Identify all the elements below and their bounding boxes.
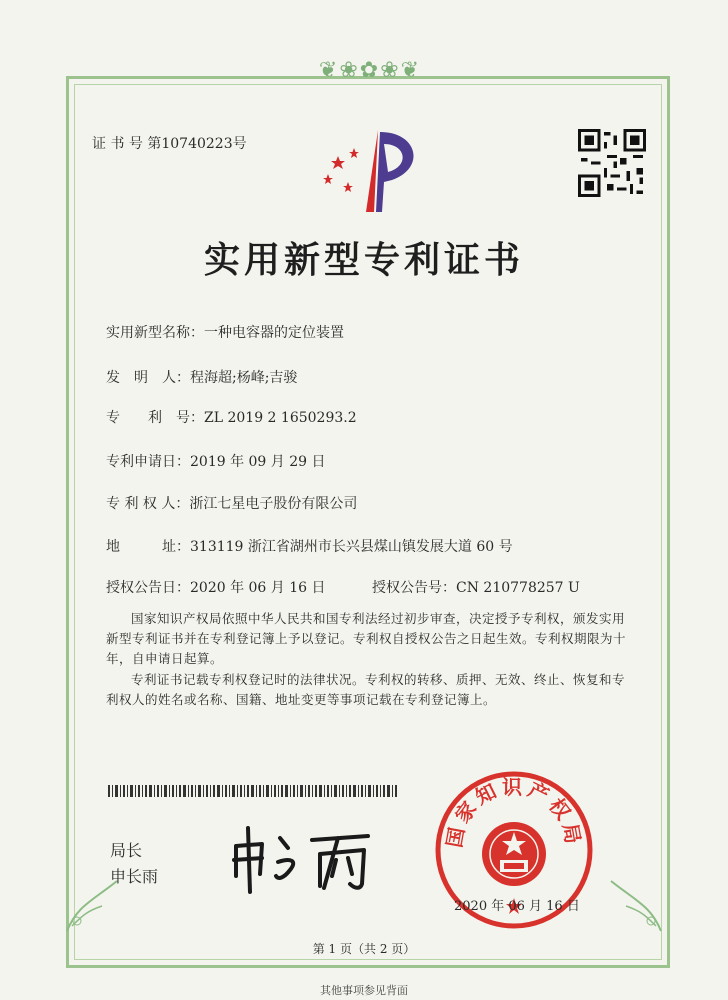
field-label: 地 址：	[106, 539, 190, 555]
grant-number	[372, 577, 580, 597]
field-value: 一种电容器的定位装置	[204, 325, 344, 341]
qr-code-icon	[578, 129, 646, 197]
field-label: 实用新型名称：	[106, 325, 204, 341]
field-value: 313119 浙江省湖州市长兴县煤山镇发展大道 60 号	[190, 539, 513, 555]
field-value: 程海超;杨峰;吉骏	[190, 370, 298, 386]
field-value: ZL 2019 2 1650293.2	[204, 410, 357, 426]
field-value: CN 210778257 U	[456, 580, 580, 596]
field-label: 专 利 权 人：	[106, 496, 190, 512]
patentee	[106, 493, 357, 513]
seal-date: 2020 年 06 月 16 日	[454, 899, 580, 914]
certificate-title: 实用新型专利证书	[203, 239, 524, 281]
top-ornament-icon: ❦❀✿❀❦	[318, 58, 422, 83]
filing-date	[106, 451, 326, 471]
field-label: 专 利 号：	[106, 410, 204, 426]
utility-model-name	[106, 322, 344, 342]
field-label: 专利申请日：	[106, 454, 190, 470]
field-value: 浙江七星电子股份有限公司	[189, 496, 358, 512]
field-label: 发 明 人：	[106, 370, 190, 386]
footer-note: 其他事项参见背面	[320, 984, 408, 997]
director-title: 局长	[110, 841, 143, 860]
field-value: 2020 年 06 月 16 日	[190, 580, 326, 596]
signature-icon	[228, 818, 378, 898]
page-number: 第 1 页（共 2 页）	[312, 942, 416, 956]
address	[106, 536, 513, 556]
director-name: 申长雨	[110, 867, 159, 886]
patent-logo-icon	[318, 128, 430, 212]
field-label: 授权公告号：	[372, 580, 456, 596]
patent-number	[106, 407, 357, 427]
field-value: 2019 年 09 月 29 日	[190, 454, 326, 470]
field-label: 授权公告日：	[106, 580, 190, 596]
barcode-icon	[108, 785, 398, 797]
certificate-paragraph: 国家知识产权局依照中华人民共和国专利法经过初步审查，决定授予专利权，颁发实用新型专利证书并在专利登记簿上予以登记。专利权自授权公告之日起生效。专利权期限为十年，自申请日起算。	[106, 611, 627, 666]
certificate-number: 证 书 号 第10740223号	[92, 136, 247, 152]
grant-date	[106, 577, 326, 597]
seal-text: 国家知识产权局	[441, 775, 587, 850]
inventor	[106, 367, 297, 387]
corner-ornament-icon	[606, 876, 666, 936]
certificate-paragraph: 专利证书记载专利权登记时的法律状况。专利权的转移、质押、无效、终止、恢复和专利权人的姓名或名称、国籍、地址变更等事项记载在专利登记簿上。	[106, 672, 626, 707]
